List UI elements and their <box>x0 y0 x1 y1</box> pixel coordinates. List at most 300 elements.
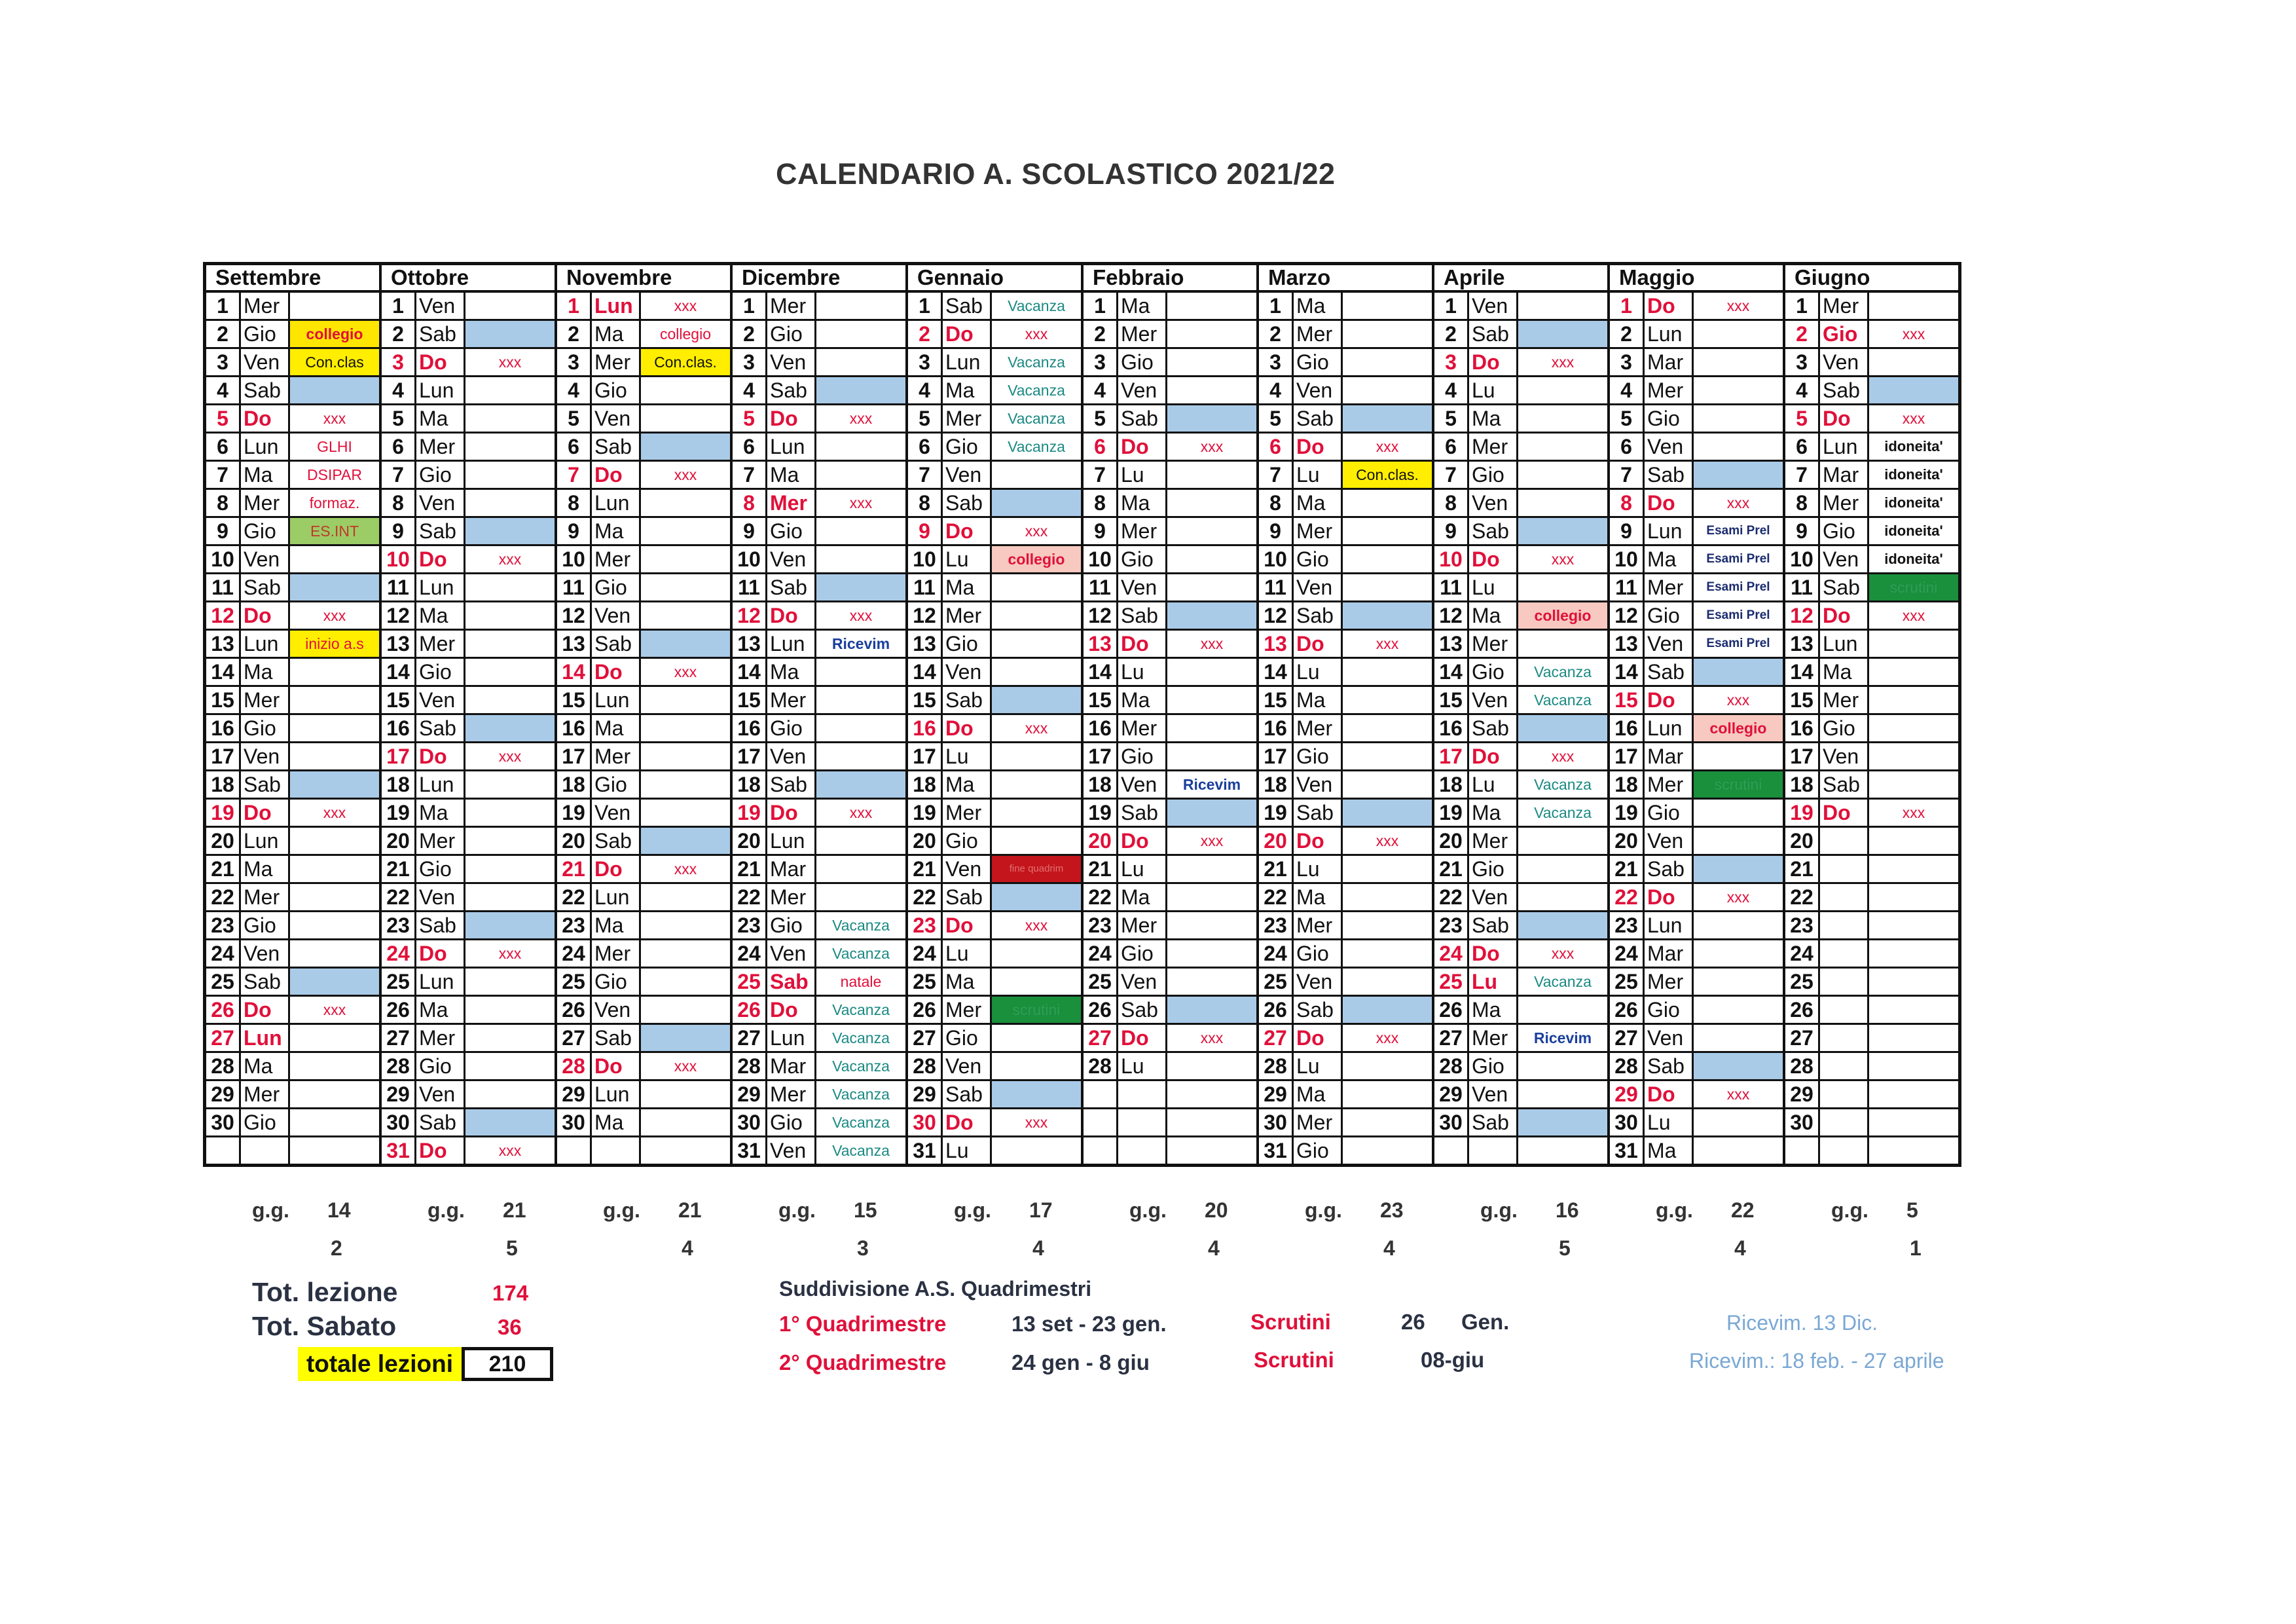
day-row <box>1084 884 1256 912</box>
weekday: Mer <box>1294 321 1343 347</box>
day-row <box>1084 490 1256 518</box>
day-number: 20 <box>1434 828 1469 854</box>
day-number: 17 <box>733 743 767 769</box>
day-note <box>1167 687 1256 713</box>
day-row <box>1785 518 1958 546</box>
weekday: Sab <box>943 687 992 713</box>
day-row <box>382 997 555 1025</box>
day-note <box>465 490 555 516</box>
day-note <box>1343 405 1432 432</box>
day-note <box>1167 405 1256 432</box>
day-note <box>1694 434 1783 460</box>
weekday: Ma <box>1469 997 1518 1023</box>
day-number: 3 <box>557 349 592 375</box>
day-number: 23 <box>1434 912 1469 938</box>
day-note: xxx <box>498 748 522 765</box>
day-number: 21 <box>1259 856 1294 882</box>
weekday: Sab <box>1118 800 1167 826</box>
day-number: 31 <box>733 1137 767 1164</box>
day-note <box>992 659 1081 685</box>
day-note <box>290 828 379 854</box>
day-row <box>1434 856 1607 884</box>
day-row <box>206 405 379 434</box>
day-row <box>557 490 730 518</box>
day-number: 4 <box>1084 377 1118 403</box>
weekday: Do <box>1645 884 1694 910</box>
day-number: 15 <box>557 687 592 713</box>
day-number: 9 <box>1785 518 1820 544</box>
day-number: 8 <box>206 490 241 516</box>
weekday: Sab <box>1645 856 1694 882</box>
day-row <box>206 884 379 912</box>
day-row <box>1610 518 1783 546</box>
day-number: 2 <box>382 321 416 347</box>
day-number: 4 <box>908 377 943 403</box>
day-number: 2 <box>557 321 592 347</box>
day-number: 4 <box>1259 377 1294 403</box>
day-note <box>816 771 905 798</box>
tot-sabato-label: Tot. Sabato <box>252 1311 397 1341</box>
weekday: Ma <box>1820 659 1869 685</box>
day-note <box>641 969 730 995</box>
day-note: Vacanza <box>832 1086 890 1103</box>
month-header: Settembre <box>206 265 379 293</box>
tot-sabato-value: 36 <box>498 1315 522 1339</box>
weekday: Lun <box>767 1025 816 1051</box>
saturday-count: 1 <box>1910 1236 1922 1260</box>
q2-dates: 24 gen - 8 giu <box>1011 1350 1150 1375</box>
day-note <box>816 574 905 600</box>
gg-value: 14 <box>327 1198 351 1222</box>
month-header: Marzo <box>1259 265 1432 293</box>
day-number: 11 <box>1785 574 1820 600</box>
day-row <box>733 800 905 828</box>
weekday: Sab <box>767 771 816 798</box>
day-row <box>206 434 379 462</box>
day-number: 5 <box>206 405 241 432</box>
weekday: Do <box>1645 490 1694 516</box>
day-number: 9 <box>1610 518 1645 544</box>
day-note <box>641 434 730 460</box>
day-row <box>908 602 1081 631</box>
day-note <box>1167 1053 1256 1079</box>
day-row <box>1434 349 1607 377</box>
weekday: Ven <box>416 293 465 319</box>
day-row <box>1259 743 1432 771</box>
weekday: Gio <box>1645 800 1694 826</box>
day-row <box>1610 912 1783 940</box>
day-row <box>557 321 730 349</box>
day-number: 16 <box>1259 715 1294 741</box>
day-note <box>290 377 379 403</box>
day-note <box>641 687 730 713</box>
day-note: fine quadrim <box>992 856 1081 882</box>
day-number: 23 <box>557 912 592 938</box>
day-note <box>641 828 730 854</box>
saturday-count: 4 <box>1208 1236 1220 1260</box>
day-note: xxx <box>1200 635 1224 652</box>
weekday: Lu <box>1645 1109 1694 1135</box>
day-number: 19 <box>1084 800 1118 826</box>
weekday: Do <box>416 349 465 375</box>
day-row <box>1610 743 1783 771</box>
day-row <box>1259 856 1432 884</box>
weekday: Mer <box>767 884 816 910</box>
day-row <box>1084 462 1256 490</box>
day-row <box>1259 715 1432 743</box>
day-row <box>206 715 379 743</box>
day-row <box>908 1053 1081 1081</box>
weekday: Ma <box>592 518 641 544</box>
weekday: Sab <box>1645 659 1694 685</box>
weekday: Do <box>1294 1025 1343 1051</box>
day-note <box>465 856 555 882</box>
day-row <box>206 997 379 1025</box>
day-row <box>1610 800 1783 828</box>
weekday: Mer <box>416 828 465 854</box>
page-title: CALENDARIO A. SCOLASTICO 2021/22 <box>776 157 1336 191</box>
day-row <box>557 715 730 743</box>
day-row <box>1610 771 1783 800</box>
day-row <box>1084 293 1256 321</box>
day-row <box>206 321 379 349</box>
day-number: 11 <box>1259 574 1294 600</box>
weekday: Lun <box>1820 631 1869 657</box>
day-note <box>641 631 730 657</box>
day-row <box>1434 377 1607 405</box>
day-number: 9 <box>1259 518 1294 544</box>
weekday: Do <box>416 546 465 572</box>
day-number: 23 <box>206 912 241 938</box>
day-number: 23 <box>733 912 767 938</box>
weekday: Mer <box>592 940 641 967</box>
day-row <box>1434 940 1607 969</box>
weekday: Ven <box>416 490 465 516</box>
day-note <box>816 434 905 460</box>
day-note: Con.clas <box>290 349 379 375</box>
weekday: Sab <box>943 884 992 910</box>
day-number: 25 <box>1610 969 1645 995</box>
day-note <box>1167 321 1256 347</box>
day-number: 27 <box>382 1025 416 1051</box>
weekday: Mer <box>943 800 992 826</box>
day-note <box>641 1109 730 1135</box>
day-number: 17 <box>206 743 241 769</box>
weekday: Sab <box>416 321 465 347</box>
month-column <box>908 265 1084 1164</box>
day-note <box>1694 800 1783 826</box>
day-row <box>1785 631 1958 659</box>
day-row <box>733 462 905 490</box>
day-note: Vacanza <box>832 1029 890 1046</box>
day-row <box>1084 1053 1256 1081</box>
day-row <box>557 940 730 969</box>
day-note: xxx <box>1025 917 1048 934</box>
day-note <box>816 462 905 488</box>
day-row <box>1084 631 1256 659</box>
day-row <box>206 631 379 659</box>
day-note: xxx <box>1551 354 1575 371</box>
gg-label: g.g. <box>1656 1198 1693 1222</box>
day-number: 27 <box>1785 1025 1820 1051</box>
day-row <box>206 546 379 574</box>
day-number: 1 <box>1610 293 1645 319</box>
weekday: Ma <box>1294 884 1343 910</box>
day-number: 2 <box>206 321 241 347</box>
day-row <box>382 715 555 743</box>
day-row <box>557 997 730 1025</box>
day-note: Vacanza <box>1534 663 1592 680</box>
day-note <box>1694 743 1783 769</box>
day-row <box>1434 405 1607 434</box>
day-number: 29 <box>1434 1081 1469 1107</box>
day-number: 10 <box>1084 546 1118 572</box>
day-row <box>1259 518 1432 546</box>
day-row <box>733 546 905 574</box>
day-note <box>1518 1081 1607 1107</box>
day-note <box>465 1025 555 1051</box>
weekday: Ven <box>943 462 992 488</box>
day-row <box>908 800 1081 828</box>
day-number: 28 <box>557 1053 592 1079</box>
weekday: Ven <box>592 997 641 1023</box>
day-row <box>206 912 379 940</box>
day-note: Con.clas. <box>641 349 730 375</box>
day-number: 18 <box>1785 771 1820 798</box>
gg-value: 16 <box>1556 1198 1579 1222</box>
day-row <box>908 940 1081 969</box>
day-note <box>465 377 555 403</box>
weekday: Lu <box>943 546 992 572</box>
weekday: Lun <box>1645 715 1694 741</box>
day-number: 26 <box>733 997 767 1023</box>
day-note <box>1167 462 1256 488</box>
weekday: Lun <box>767 434 816 460</box>
gg-value: 5 <box>1906 1198 1918 1222</box>
day-number: 15 <box>733 687 767 713</box>
day-row <box>1434 518 1607 546</box>
day-row <box>1610 631 1783 659</box>
weekday: Ven <box>1294 969 1343 995</box>
day-note <box>1343 602 1432 629</box>
day-row <box>1610 687 1783 715</box>
day-row <box>733 969 905 997</box>
weekday: Ma <box>943 771 992 798</box>
day-note <box>1518 434 1607 460</box>
day-row <box>557 800 730 828</box>
weekday: Do <box>767 800 816 826</box>
weekday: Mer <box>1820 293 1869 319</box>
day-number: 18 <box>908 771 943 798</box>
day-number: 1 <box>382 293 416 319</box>
day-row <box>908 997 1081 1025</box>
day-note <box>1167 856 1256 882</box>
day-note <box>465 828 555 854</box>
day-note <box>1518 405 1607 432</box>
weekday: Ven <box>1645 1025 1694 1051</box>
month-column <box>382 265 557 1164</box>
month-column <box>206 265 382 1164</box>
weekday: Lu <box>943 743 992 769</box>
weekday: Do <box>1645 687 1694 713</box>
day-number: 4 <box>1434 377 1469 403</box>
day-note <box>1343 1109 1432 1135</box>
day-note <box>465 800 555 826</box>
weekday: Sab <box>1469 715 1518 741</box>
weekday: Lun <box>416 574 465 600</box>
day-number: 27 <box>557 1025 592 1051</box>
gg-label: g.g. <box>1305 1198 1342 1222</box>
day-row <box>1434 743 1607 771</box>
q2-scrutini-label: Scrutini <box>1254 1348 1334 1372</box>
day-note <box>1518 377 1607 403</box>
weekday: Ven <box>416 1081 465 1107</box>
day-note <box>1343 574 1432 600</box>
day-number: 7 <box>908 462 943 488</box>
weekday: Gio <box>943 828 992 854</box>
day-note: Esami Prel <box>1706 637 1770 650</box>
day-number: 29 <box>733 1081 767 1107</box>
weekday: Ven <box>1118 574 1167 600</box>
day-row <box>206 574 379 602</box>
day-note <box>1343 1053 1432 1079</box>
weekday: Lun <box>241 828 290 854</box>
day-note <box>1167 800 1256 826</box>
day-row <box>1434 912 1607 940</box>
weekday: Do <box>592 1053 641 1079</box>
day-number: 7 <box>1785 462 1820 488</box>
weekday: Ven <box>767 743 816 769</box>
day-note <box>816 715 905 741</box>
day-number: 25 <box>1259 969 1294 995</box>
day-row <box>733 293 905 321</box>
weekday <box>1820 828 1869 854</box>
day-note <box>290 1053 379 1079</box>
day-row <box>382 687 555 715</box>
weekday: Lu <box>943 1137 992 1164</box>
day-number: 11 <box>908 574 943 600</box>
day-row <box>1785 574 1958 602</box>
weekday: Ma <box>1645 546 1694 572</box>
gg-value: 23 <box>1380 1198 1404 1222</box>
day-row <box>557 1053 730 1081</box>
day-row <box>557 1137 730 1164</box>
weekday: Sab <box>943 1081 992 1107</box>
weekday: Mer <box>767 490 816 516</box>
day-note <box>1869 828 1958 854</box>
day-note <box>992 602 1081 629</box>
weekday: Gio <box>592 771 641 798</box>
day-row <box>1610 462 1783 490</box>
weekday: Sab <box>943 490 992 516</box>
weekday: Do <box>943 518 992 544</box>
day-note <box>641 743 730 769</box>
day-number: 6 <box>1259 434 1294 460</box>
weekday: Gio <box>592 574 641 600</box>
day-note <box>465 434 555 460</box>
day-note: xxx <box>1726 889 1750 906</box>
day-number: 2 <box>1785 321 1820 347</box>
day-row <box>908 884 1081 912</box>
day-number: 30 <box>557 1109 592 1135</box>
day-number: 26 <box>206 997 241 1023</box>
day-number: 14 <box>1610 659 1645 685</box>
day-row <box>1785 434 1958 462</box>
day-row <box>1434 771 1607 800</box>
weekday: Do <box>943 715 992 741</box>
day-row <box>1434 800 1607 828</box>
day-row <box>1259 940 1432 969</box>
day-number: 19 <box>382 800 416 826</box>
day-row <box>733 771 905 800</box>
day-row <box>733 574 905 602</box>
day-number: 13 <box>1610 631 1645 657</box>
day-number: 18 <box>1610 771 1645 798</box>
day-number: 27 <box>1610 1025 1645 1051</box>
weekday: Lu <box>1294 659 1343 685</box>
weekday: Mar <box>1820 462 1869 488</box>
saturday-count: 5 <box>1559 1236 1571 1260</box>
saturday-count: 3 <box>857 1236 869 1260</box>
weekday: Gio <box>1820 715 1869 741</box>
weekday: Gio <box>943 631 992 657</box>
day-number: 9 <box>206 518 241 544</box>
day-note: Ricevim <box>1533 1029 1592 1046</box>
day-note: scrutini <box>1869 574 1958 600</box>
day-number: 29 <box>382 1081 416 1107</box>
weekday: Sab <box>1645 462 1694 488</box>
day-note: xxx <box>1376 635 1399 652</box>
weekday: Gio <box>241 715 290 741</box>
day-number: 27 <box>908 1025 943 1051</box>
weekday: Ma <box>1469 800 1518 826</box>
day-note <box>1167 602 1256 629</box>
day-note: xxx <box>498 354 522 371</box>
day-row <box>1610 546 1783 574</box>
weekday: Gio <box>1118 349 1167 375</box>
day-row <box>1084 349 1256 377</box>
month-header: Ottobre <box>382 265 555 293</box>
day-number: 20 <box>1259 828 1294 854</box>
day-number: 7 <box>733 462 767 488</box>
day-row <box>1084 434 1256 462</box>
weekday: Sab <box>1645 1053 1694 1079</box>
weekday: Mer <box>592 743 641 769</box>
weekday <box>1820 1109 1869 1135</box>
day-note: Vacanza <box>1008 410 1065 427</box>
day-row <box>206 293 379 321</box>
weekday: Gio <box>416 856 465 882</box>
day-row <box>557 518 730 546</box>
day-note <box>290 940 379 967</box>
day-note <box>1518 490 1607 516</box>
day-row <box>1785 856 1958 884</box>
day-note <box>1343 912 1432 938</box>
day-row <box>1259 912 1432 940</box>
day-note <box>1343 546 1432 572</box>
day-number: 20 <box>1610 828 1645 854</box>
weekday: Sab <box>1294 997 1343 1023</box>
day-number <box>557 1137 592 1164</box>
day-note: xxx <box>498 1142 522 1159</box>
day-row <box>206 659 379 687</box>
day-note: xxx <box>1551 748 1575 765</box>
day-note <box>1694 377 1783 403</box>
day-note: xxx <box>1902 607 1925 624</box>
day-row <box>382 912 555 940</box>
day-number: 22 <box>557 884 592 910</box>
weekday: Ma <box>592 912 641 938</box>
